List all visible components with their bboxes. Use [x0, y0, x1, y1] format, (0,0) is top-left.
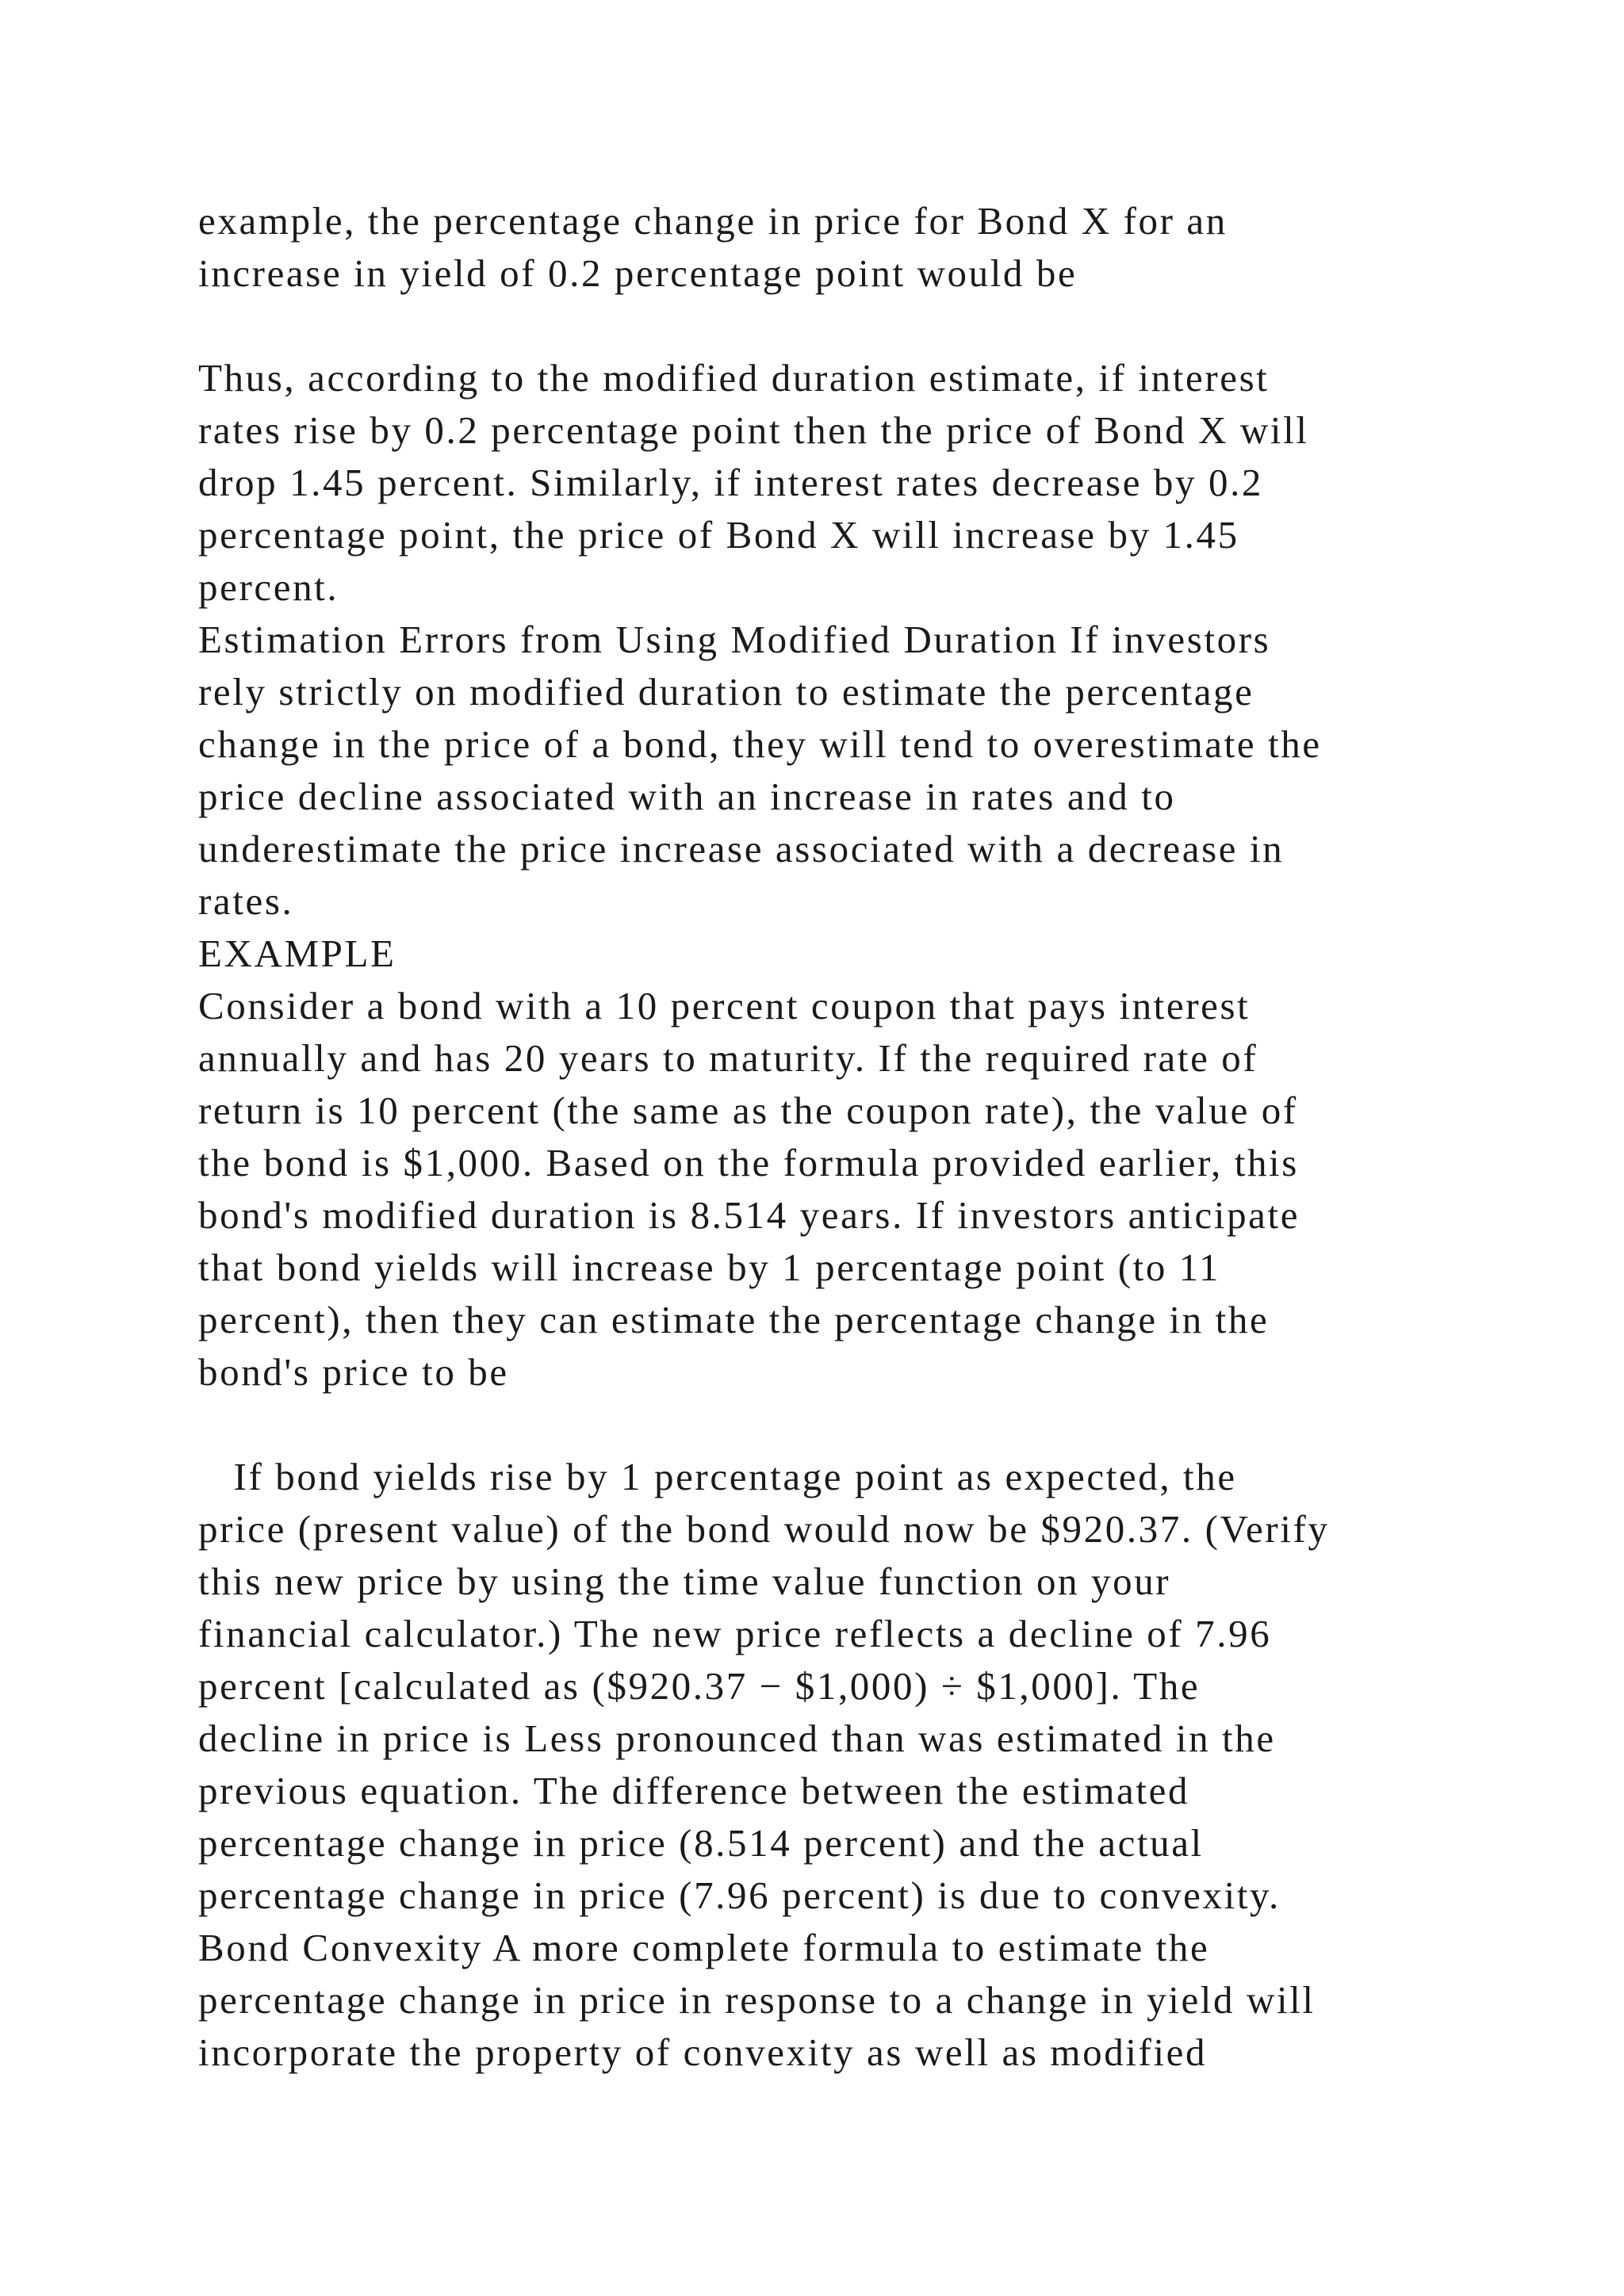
text-line: annually and has 20 years to maturity. If the required rate of [198, 1036, 1258, 1080]
text-line: percentage change in price (8.514 percent) and the actual [198, 1821, 1204, 1865]
text-line: example, the percentage change in price for Bond X for an [198, 199, 1228, 243]
section-heading-line: Bond Convexity A more complete formula to estimate the [198, 1926, 1210, 1969]
text-line: rates rise by 0.2 percentage point then the price of Bond X will [198, 408, 1309, 452]
text-line: price decline associated with an increase in rates and to [198, 775, 1176, 818]
section-heading-line: Estimation Errors from Using Modified Duration If investors [198, 618, 1271, 661]
text-line: incorporate the property of convexity as well as modified [198, 2030, 1208, 2074]
text-line: percentage change in price (7.96 percent) is due to convexity. [198, 1873, 1281, 1917]
text-line: bond's modified duration is 8.514 years. If investors anticipate [198, 1193, 1300, 1237]
text-line: increase in yield of 0.2 percentage point would be [198, 251, 1078, 295]
text-line: return is 10 percent (the same as the coupon rate), the value of [198, 1089, 1298, 1132]
text-line: decline in price is Less pronounced than was estimated in the [198, 1716, 1276, 1760]
text-line: that bond yields will increase by 1 percentage point (to 11 [198, 1246, 1221, 1289]
text-line: Consider a bond with a 10 percent coupon that pays interest [198, 984, 1251, 1027]
body-text [198, 195, 1467, 2079]
text-line: drop 1.45 percent. Similarly, if interest rates decrease by 0.2 [198, 461, 1264, 504]
text-line: Thus, according to the modified duration estimate, if interest [198, 356, 1270, 400]
text-line: underestimate the price increase associated with a decrease in [198, 827, 1285, 871]
text-line: bond's price to be [198, 1350, 509, 1394]
text-line: percent [calculated as ($920.37 − $1,000) ÷ $1,000]. The [198, 1664, 1201, 1708]
text-line: change in the price of a bond, they will tend to overestimate the [198, 722, 1322, 766]
text-line: percentage point, the price of Bond X will increase by 1.45 [198, 513, 1239, 557]
text-line: price (present value) of the bond would now be $920.37. (Verify [198, 1507, 1330, 1551]
text-line: percent), then they can estimate the percentage change in the [198, 1298, 1270, 1341]
blank-line [198, 300, 1467, 352]
blank-line [198, 1399, 1467, 1451]
example-heading: EXAMPLE [198, 932, 396, 975]
text-line: rates. [198, 879, 294, 923]
text-line: this new price by using the time value function on your [198, 1559, 1171, 1603]
text-line: percent. [198, 565, 339, 609]
text-line: the bond is $1,000. Based on the formula provided earlier, this [198, 1141, 1299, 1184]
text-line: financial calculator.) The new price reflects a decline of 7.96 [198, 1612, 1272, 1655]
text-line: rely strictly on modified duration to estimate the percentage [198, 670, 1254, 714]
text-line: previous equation. The difference between the estimated [198, 1769, 1190, 1812]
text-line: percentage change in price in response to a change in yield will [198, 1978, 1316, 2022]
text-line: If bond yields rise by 1 percentage point as expected, the [198, 1455, 1237, 1498]
